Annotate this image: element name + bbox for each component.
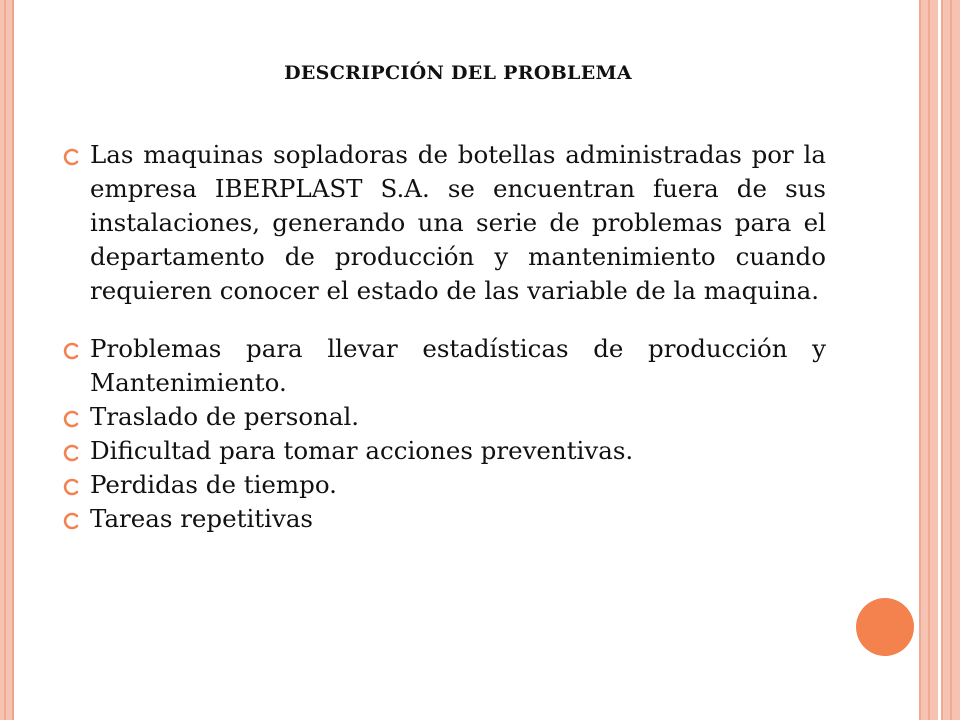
- bullet-icon: [62, 478, 80, 496]
- bullet-icon: [62, 342, 80, 360]
- accent-circle: [856, 598, 914, 656]
- bullet-item: [62, 434, 826, 468]
- bullet-text: Traslado de personal.: [90, 402, 360, 431]
- left-border-decoration: [0, 0, 14, 720]
- bullet-item: [62, 332, 826, 400]
- bullet-text: Dificultad para tomar acciones preventivas.: [90, 436, 634, 465]
- bullet-icon: [62, 512, 80, 530]
- bullet-icon: [62, 444, 80, 462]
- bullet-item: [62, 502, 826, 536]
- bullet-item: [62, 468, 826, 502]
- slide-title: DESCRIPCIÓN DEL PROBLEMA: [284, 62, 632, 84]
- bullet-text: Tareas repetitivas: [90, 504, 314, 533]
- bullet-icon: [62, 148, 80, 166]
- bullet-icon: [62, 410, 80, 428]
- right-border-decoration: [916, 0, 960, 720]
- bullet-text: Perdidas de tiempo.: [90, 470, 337, 499]
- bullet-text: Problemas para llevar estadísticas de producción y Mantenimiento.: [90, 334, 826, 397]
- bullet-item: [62, 138, 826, 308]
- bullet-text: Las maquinas sopladoras de botellas administradas por la empresa IBERPLAST S.A. se encuentran fuera de sus instalaciones, generando una serie de problemas para el departamento de producción y mantenimiento cuando requieren conocer el estado de las variable de la maquina.: [90, 140, 826, 305]
- bullet-list: [62, 138, 826, 536]
- bullet-item: [62, 400, 826, 434]
